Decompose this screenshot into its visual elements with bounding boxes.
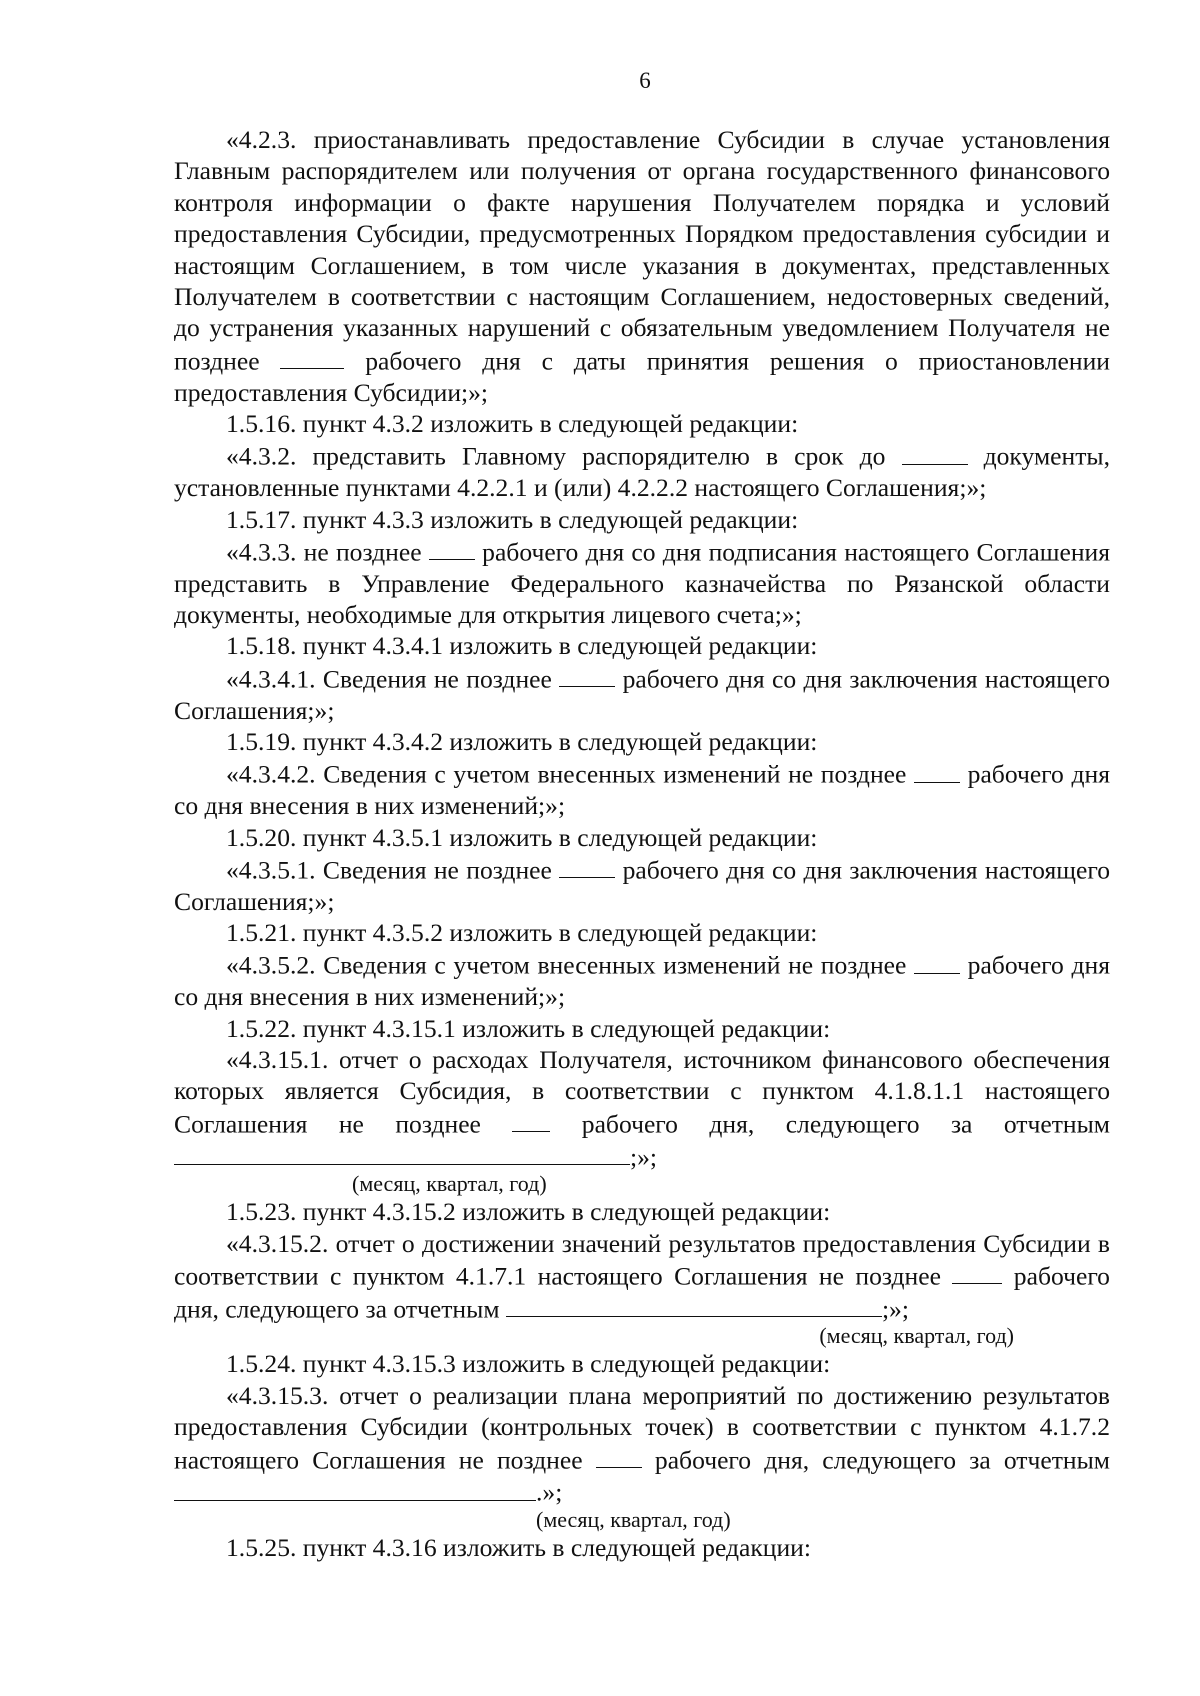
amendment-heading: 1.5.20. пункт 4.3.5.1 изложить в следующей редакции: <box>226 822 818 852</box>
paragraph-text: «4.3.15.3. отчет о реализации плана мероприятий по достижению результатов предоставления Субсидии (контрольных точек) в соответствии с пунктом 4.1.7.2 настоящего Соглашения не позднее <box>174 1380 1110 1474</box>
paragraph-text: рабочего дня, следующего за отчетным <box>581 1109 1110 1139</box>
paragraph-text: рабочего дня со дня внесения в них изменений;»; <box>174 759 1110 821</box>
paragraph-text: «4.3.4.1. Сведения не позднее <box>226 664 552 694</box>
amendment-heading: 1.5.19. пункт 4.3.4.2 изложить в следующей редакции: <box>226 726 818 756</box>
paragraph-4-3-5-2 <box>174 948 1110 1012</box>
paragraph-text: «4.2.3. приостанавливать предоставление Субсидии в случае установления Главным распорядителем или получения от органа государственного финансового контроля информации о факте нарушения Получателем порядка и условий предоставления Субсидии, предусмотренных Порядком предоставления субсидии и настоящим Соглашением, в том числе указания в документах, представленных Получателем в соответствии с настоящим Соглашением, недостоверных сведений, до устранения указанных нарушений с обязательным уведомлением Получателя не позднее <box>174 125 1110 376</box>
blank-field <box>559 662 615 687</box>
paragraph-text: «4.3.15.1. отчет о расходах Получателя, источником финансового обеспечения которых является Субсидия, в соответствии с пунктом 4.1.8.1.1 настоящего Соглашения не позднее <box>174 1044 1110 1139</box>
paragraph-text: «4.3.4.2. Сведения с учетом внесенных изменений не позднее <box>226 759 907 789</box>
amendment-1-5-17 <box>174 504 1110 535</box>
paragraph-4-2-3 <box>174 124 1110 408</box>
blank-field-period <box>174 1475 536 1500</box>
amendment-heading: 1.5.17. пункт 4.3.3 изложить в следующей редакции: <box>226 504 799 534</box>
amendment-1-5-19 <box>174 726 1110 757</box>
amendment-heading: 1.5.22. пункт 4.3.15.1 изложить в следующей редакции: <box>226 1013 831 1043</box>
blank-field <box>596 1443 642 1468</box>
blank-field <box>429 535 475 560</box>
paragraph-text: «4.3.3. не позднее <box>226 537 422 567</box>
paragraph-4-3-4-1 <box>174 662 1110 726</box>
blank-field <box>914 757 960 782</box>
blank-field-period <box>506 1292 882 1317</box>
paragraph-text: рабочего дня со дня подписания настоящего Соглашения представить в Управление Федерального казначейства по Рязанской области документы, необходимые для открытия лицевого счета;»; <box>174 537 1110 630</box>
blank-caption: (месяц, квартал, год) <box>352 1171 547 1197</box>
paragraph-4-3-2 <box>174 439 1110 503</box>
amendment-1-5-21 <box>174 917 1110 948</box>
paragraph-4-3-15-2 <box>174 1228 1110 1325</box>
paragraph-text: «4.3.5.2. Сведения с учетом внесенных изменений не позднее <box>226 950 907 980</box>
amendment-1-5-25 <box>174 1532 1110 1563</box>
paragraph-text: рабочего дня со дня внесения в них изменений;»; <box>174 950 1110 1012</box>
blank-field <box>902 439 968 464</box>
amendment-heading: 1.5.21. пункт 4.3.5.2 изложить в следующей редакции: <box>226 918 818 948</box>
amendment-1-5-18 <box>174 630 1110 661</box>
paragraph-text: «4.3.15.2. отчет о достижении значений результатов предоставления Субсидии в соответствии с пунктом 4.1.7.1 настоящего Соглашения не позднее <box>174 1228 1110 1291</box>
paragraph-text: «4.3.5.1. Сведения не позднее <box>226 855 552 885</box>
blank-field <box>914 948 960 973</box>
amendment-heading: 1.5.18. пункт 4.3.4.1 изложить в следующей редакции: <box>226 631 818 661</box>
paragraph-text: рабочего дня, следующего за отчетным <box>654 1445 1110 1474</box>
amendment-1-5-24 <box>174 1348 1110 1379</box>
amendment-1-5-23 <box>174 1196 1110 1227</box>
blank-field <box>280 344 344 369</box>
paragraph-4-3-15-1 <box>174 1044 1110 1172</box>
page-number: 6 <box>639 68 651 93</box>
amendment-heading: 1.5.25. пункт 4.3.16 изложить в следующей редакции: <box>226 1533 811 1563</box>
blank-field <box>952 1259 1002 1284</box>
amendment-1-5-16 <box>174 408 1110 439</box>
amendment-1-5-22 <box>174 1013 1110 1044</box>
amendment-heading: 1.5.24. пункт 4.3.15.3 изложить в следующей редакции: <box>226 1349 831 1379</box>
paragraph-text: ;»; <box>630 1141 658 1171</box>
paragraph-4-3-5-1 <box>174 853 1110 917</box>
blank-caption: (месяц, квартал, год) <box>536 1507 731 1533</box>
paragraph-text: .»; <box>536 1477 563 1507</box>
blank-field <box>559 853 615 878</box>
blank-field-period <box>174 1140 630 1165</box>
paragraph-text: рабочего дня, следующего за отчетным <box>174 1261 1110 1324</box>
paragraph-4-3-3 <box>174 535 1110 631</box>
paragraph-text: документы, установленные пунктами 4.2.2.1 и (или) 4.2.2.2 настоящего Соглашения;»; <box>174 441 1110 503</box>
amendment-1-5-20 <box>174 822 1110 853</box>
document-body <box>174 124 1110 1564</box>
paragraph-text: рабочего дня с даты принятия решения о приостановлении предоставления Субсидии;»; <box>174 346 1110 407</box>
amendment-heading: 1.5.23. пункт 4.3.15.2 изложить в следующей редакции: <box>226 1197 831 1227</box>
paragraph-4-3-4-2 <box>174 757 1110 821</box>
paragraph-4-3-15-3 <box>174 1380 1110 1508</box>
paragraph-text: ;»; <box>881 1294 909 1324</box>
paragraph-text: «4.3.2. представить Главному распорядителю в срок до <box>226 441 886 471</box>
blank-field <box>512 1107 550 1132</box>
paragraph-text: рабочего дня со дня заключения настоящего Соглашения;»; <box>174 664 1110 725</box>
blank-caption: (месяц, квартал, год) <box>819 1323 1014 1349</box>
paragraph-text: рабочего дня со дня заключения настоящего Соглашения;»; <box>174 855 1110 916</box>
amendment-heading: 1.5.16. пункт 4.3.2 изложить в следующей редакции: <box>226 408 799 438</box>
